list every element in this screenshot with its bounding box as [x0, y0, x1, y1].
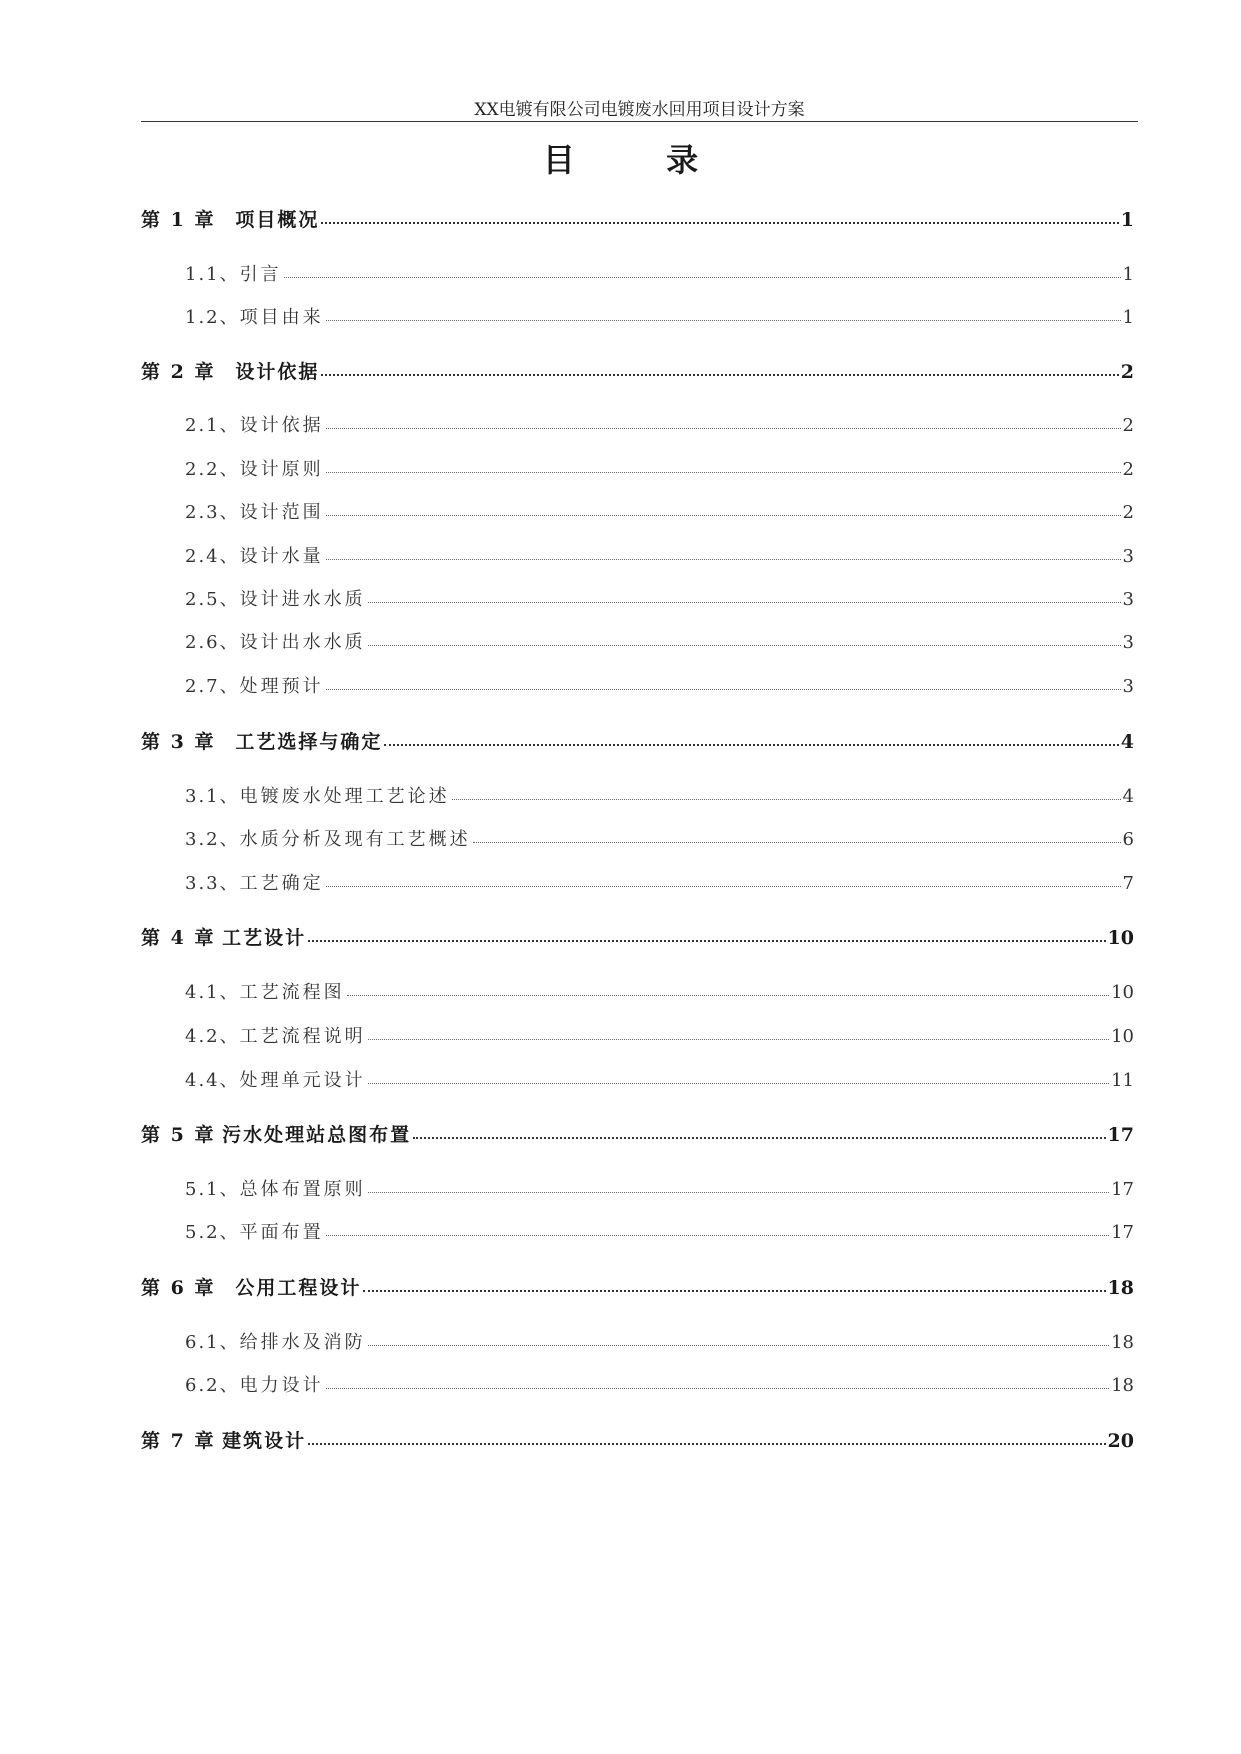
toc-section-3-3[interactable] [141, 869, 1134, 897]
toc-page-number: 10 [1111, 982, 1134, 1003]
toc-chapter-title: 公用工程设计 [235, 1277, 362, 1299]
toc-section-title: 处理预计 [239, 676, 324, 697]
toc-section-title: 工艺流程图 [239, 982, 345, 1003]
toc-section-title: 工艺流程说明 [239, 1026, 366, 1047]
toc-chapter-sep [215, 361, 235, 383]
toc-chapter-4[interactable] [141, 923, 1134, 951]
toc-section-title: 工艺确定 [239, 873, 324, 894]
toc-chapter-title: 工艺设计 [222, 927, 307, 949]
toc-section-title: 设计出水水质 [239, 632, 366, 653]
toc-section-number: 2.2、 [185, 459, 240, 480]
toc-section-2-3[interactable] [141, 498, 1134, 526]
toc-page-number: 17 [1107, 1124, 1134, 1146]
toc-dot-leader [384, 730, 1118, 748]
toc-section-number: 6.2、 [185, 1375, 240, 1396]
toc-dot-leader [308, 1429, 1105, 1447]
toc-section-number: 2.5、 [185, 589, 240, 610]
toc-section-title: 电力设计 [239, 1375, 324, 1396]
toc-page-number: 2 [1122, 459, 1134, 480]
toc-chapter-2[interactable] [141, 357, 1134, 385]
toc-page-number: 18 [1111, 1375, 1134, 1396]
toc-section-6-1[interactable] [141, 1328, 1134, 1356]
toc-section-number: 2.4、 [185, 546, 240, 567]
toc-section-number: 2.1、 [185, 415, 240, 436]
toc-section-number: 5.1、 [185, 1179, 240, 1200]
toc-chapter-title: 工艺选择与确定 [235, 731, 383, 753]
toc-page-number: 1 [1122, 264, 1134, 285]
toc-chapter-title: 污水处理站总图布置 [222, 1124, 412, 1146]
toc-dot-leader [326, 871, 1121, 889]
toc-dot-leader [368, 1068, 1109, 1086]
toc-section-3-1[interactable] [141, 782, 1134, 810]
toc-title: 目 录 [542, 141, 739, 179]
toc-chapter-6[interactable] [141, 1273, 1134, 1301]
toc-page-number: 4 [1122, 786, 1134, 807]
toc-section-title: 项目由来 [239, 307, 324, 328]
toc-section-number: 2.6、 [185, 632, 240, 653]
toc-section-number: 4.4、 [185, 1070, 240, 1091]
toc-section-title: 设计原则 [239, 459, 324, 480]
toc-section-5-2[interactable] [141, 1218, 1134, 1246]
toc-page-number: 11 [1111, 1070, 1134, 1091]
toc-section-number: 2.7、 [185, 676, 240, 697]
toc-dot-leader [326, 500, 1121, 518]
toc-chapter-number: 第 3 章 [141, 731, 216, 753]
toc-chapter-number: 第 7 章 [141, 1430, 216, 1452]
toc-section-2-4[interactable] [141, 542, 1134, 570]
toc-dot-leader [321, 208, 1118, 226]
toc-chapter-number: 第 2 章 [141, 361, 216, 383]
toc-dot-leader [321, 360, 1118, 378]
toc-section-title: 给排水及消防 [239, 1332, 366, 1353]
toc-chapter-3[interactable] [141, 727, 1134, 755]
toc-section-number: 5.2、 [185, 1222, 240, 1243]
toc-chapter-7[interactable] [141, 1426, 1134, 1454]
toc-chapter-sep [215, 1124, 222, 1146]
toc-page-number: 3 [1122, 546, 1134, 567]
toc-page-number: 18 [1111, 1332, 1134, 1353]
toc-chapter-title: 建筑设计 [222, 1430, 307, 1452]
toc-section-1-1[interactable] [141, 260, 1134, 288]
toc-section-2-2[interactable] [141, 455, 1134, 483]
toc-chapter-5[interactable] [141, 1120, 1134, 1148]
toc-dot-leader [326, 457, 1121, 475]
toc-page-number: 17 [1111, 1179, 1134, 1200]
toc-page-number: 1 [1120, 209, 1134, 231]
toc-section-number: 3.2、 [185, 829, 240, 850]
toc-section-number: 4.2、 [185, 1026, 240, 1047]
toc-chapter-number: 第 1 章 [141, 209, 216, 231]
toc-page-number: 3 [1122, 589, 1134, 610]
toc-section-2-6[interactable] [141, 628, 1134, 656]
toc-page-number: 1 [1122, 307, 1134, 328]
toc-dot-leader [284, 262, 1121, 280]
toc-dot-leader [368, 1177, 1109, 1195]
toc-section-title: 引言 [239, 264, 282, 285]
toc-section-number: 6.1、 [185, 1332, 240, 1353]
toc-section-3-2[interactable] [141, 825, 1134, 853]
toc-dot-leader [368, 630, 1121, 648]
toc-section-title: 处理单元设计 [239, 1070, 366, 1091]
toc-chapter-sep [215, 1430, 222, 1452]
toc-chapter-sep [215, 731, 235, 753]
toc-section-5-1[interactable] [141, 1175, 1134, 1203]
toc-section-title: 水质分析及现有工艺概述 [239, 829, 471, 850]
toc-section-title: 设计范围 [239, 502, 324, 523]
toc-dot-leader [326, 305, 1121, 323]
toc-chapter-number: 第 4 章 [141, 927, 216, 949]
toc-dot-leader [363, 1276, 1105, 1294]
toc-section-title: 设计依据 [239, 415, 324, 436]
toc-page-number: 20 [1107, 1430, 1134, 1452]
toc-dot-leader [326, 674, 1121, 692]
toc-chapter-sep [215, 1277, 235, 1299]
toc-section-number: 4.1、 [185, 982, 240, 1003]
toc-section-2-5[interactable] [141, 585, 1134, 613]
toc-dot-leader [473, 827, 1121, 845]
toc-dot-leader [413, 1123, 1105, 1141]
toc-section-number: 3.1、 [185, 786, 240, 807]
toc-dot-leader [368, 1330, 1109, 1348]
toc-page-number: 2 [1120, 361, 1134, 383]
toc-chapter-number: 第 6 章 [141, 1277, 216, 1299]
toc-chapter-sep [215, 927, 222, 949]
toc-section-number: 3.3、 [185, 873, 240, 894]
toc-page-number: 10 [1111, 1026, 1134, 1047]
header-rule [141, 121, 1138, 122]
toc-section-number: 2.3、 [185, 502, 240, 523]
toc-page-number: 4 [1120, 731, 1134, 753]
toc-dot-leader [308, 926, 1105, 944]
toc-section-title: 设计水量 [239, 546, 324, 567]
toc-page-number: 2 [1122, 415, 1134, 436]
toc-section-2-7[interactable] [141, 672, 1134, 700]
toc-page-number: 17 [1111, 1222, 1134, 1243]
toc-section-title: 电镀废水处理工艺论述 [239, 786, 450, 807]
toc-page-number: 6 [1122, 829, 1134, 850]
toc-page-number: 10 [1107, 927, 1134, 949]
toc-page-number: 2 [1122, 502, 1134, 523]
toc-dot-leader [326, 1373, 1109, 1391]
toc-section-6-2[interactable] [141, 1371, 1134, 1399]
toc-chapter-title: 项目概况 [235, 209, 320, 231]
toc-section-4-2[interactable] [141, 1022, 1134, 1050]
toc-section-title: 总体布置原则 [239, 1179, 366, 1200]
toc-dot-leader [368, 587, 1121, 605]
toc-dot-leader [347, 980, 1109, 998]
toc-page-number: 3 [1122, 676, 1134, 697]
toc-section-4-1[interactable] [141, 978, 1134, 1006]
toc-section-title: 设计进水水质 [239, 589, 366, 610]
toc-dot-leader [326, 1220, 1109, 1238]
toc-dot-leader [326, 544, 1121, 562]
toc-chapter-sep [215, 209, 235, 231]
running-header: XX电镀有限公司电镀废水回用项目设计方案 [474, 100, 805, 120]
toc-chapter-title: 设计依据 [235, 361, 320, 383]
toc-chapter-number: 第 5 章 [141, 1124, 216, 1146]
toc-page-number: 18 [1107, 1277, 1134, 1299]
toc-section-number: 1.2、 [185, 307, 240, 328]
toc-section-number: 1.1、 [185, 264, 240, 285]
toc-dot-leader [368, 1024, 1109, 1042]
toc-chapter-1[interactable] [141, 205, 1134, 233]
toc-section-1-2[interactable] [141, 303, 1134, 331]
toc-section-4-4[interactable] [141, 1066, 1134, 1094]
toc-page-number: 7 [1122, 873, 1134, 894]
toc-dot-leader [326, 413, 1121, 431]
toc-dot-leader [452, 784, 1121, 802]
toc-section-2-1[interactable] [141, 411, 1134, 439]
toc-section-title: 平面布置 [239, 1222, 324, 1243]
toc-page-number: 3 [1122, 632, 1134, 653]
